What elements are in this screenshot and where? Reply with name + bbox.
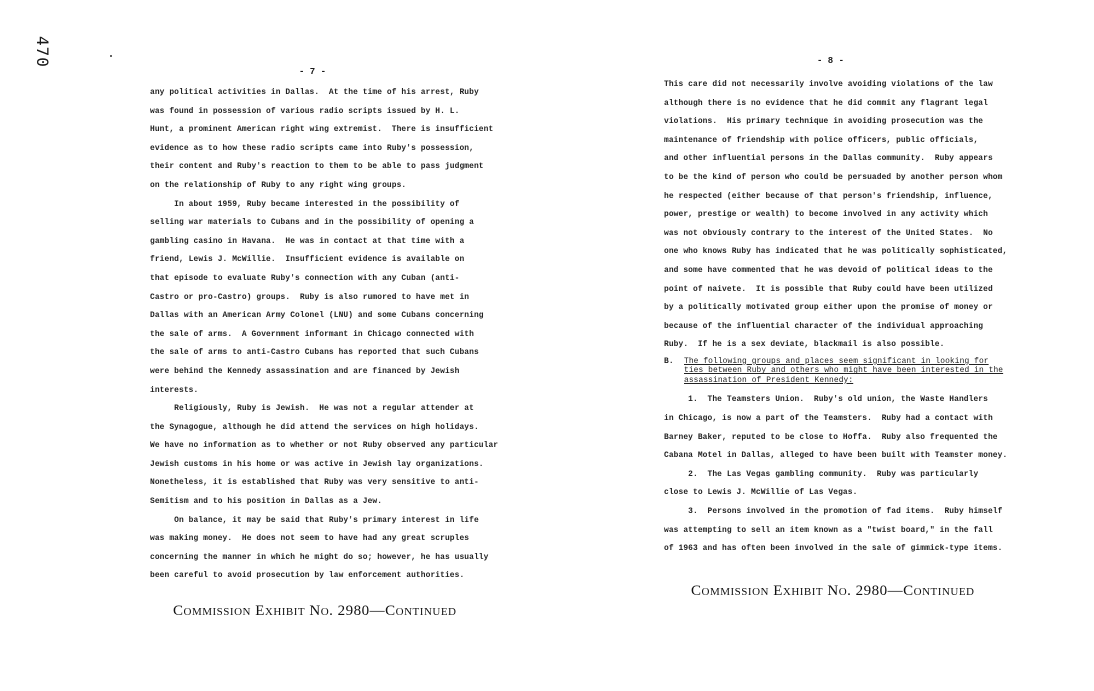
text-line: the sale of arms. A Government informant in Chicago connected with <box>150 329 474 339</box>
text-line: Cabana Motel in Dallas, alleged to have been built with Teamster money. <box>664 451 1008 461</box>
text-line: gambling casino in Havana. He was in contact at that time with a <box>150 236 465 246</box>
text-line: that episode to evaluate Ruby's connection with any Cuban (anti- <box>150 273 460 283</box>
side-page-number: 470 <box>33 36 52 68</box>
text-line: was attempting to sell an item known as a "twist board," in the fall <box>664 525 993 535</box>
text-line: was found in possession of various radio scripts issued by H. L. <box>150 106 460 116</box>
text-line: he respected (either because of that person's friendship, influence, <box>664 191 993 201</box>
right-page-list <box>664 391 1008 558</box>
section-b-heading-line: The following groups and places seem significant in looking for <box>684 356 989 366</box>
text-line: on the relationship of Ruby to any right wing groups. <box>150 180 407 190</box>
text-line: selling war materials to Cubans and in the possibility of opening a <box>150 218 474 228</box>
left-page-marker: - 7 - <box>299 67 327 77</box>
section-b-heading-line: ties between Ruby and others who might have been interested in the <box>684 366 1004 376</box>
text-line: Ruby. If he is a sex deviate, blackmail is also possible. <box>664 340 945 350</box>
section-b-label: B. <box>664 356 674 366</box>
text-line: 3. Persons involved in the promotion of fad items. Ruby himself <box>664 506 1003 516</box>
text-line: by a politically motivated group either upon the promise of money or <box>664 303 993 313</box>
scan-speck <box>110 55 112 57</box>
text-line: Castro or pro-Castro) groups. Ruby is also rumored to have met in <box>150 292 470 302</box>
text-line: the sale of arms to anti-Castro Cubans has reported that such Cubans <box>150 348 479 358</box>
text-line: 1. The Teamsters Union. Ruby's old union, the Waste Handlers <box>664 395 988 405</box>
right-caption: Commission Exhibit No. 2980—Continued <box>691 583 975 599</box>
text-line: power, prestige or wealth) to become involved in any activity which <box>664 210 988 220</box>
left-page-body <box>150 84 499 586</box>
text-line: of 1963 and has often been involved in the sale of gimmick-type items. <box>664 544 1003 554</box>
section-b-heading-line: assassination of President Kennedy: <box>684 375 854 385</box>
text-line: Jewish customs in his home or was active in Jewish lay organizations. <box>150 459 484 469</box>
text-line: violations. His primary technique in avoiding prosecution was the <box>664 117 984 127</box>
text-line: 2. The Las Vegas gambling community. Ruby was particularly <box>664 469 979 479</box>
text-line: On balance, it may be said that Ruby's primary interest in life <box>150 515 479 525</box>
text-line: concerning the manner in which he might do so; however, he has usually <box>150 552 489 562</box>
right-page-marker: - 8 - <box>817 56 845 66</box>
text-line: In about 1959, Ruby became interested in the possibility of <box>150 199 460 209</box>
text-line: evidence as to how these radio scripts came into Ruby's possession, <box>150 143 474 153</box>
text-line: close to Lewis J. McWillie of Las Vegas. <box>664 488 858 498</box>
text-line: and other influential persons in the Dallas community. Ruby appears <box>664 154 993 164</box>
text-line: Barney Baker, reputed to be close to Hoffa. Ruby also frequented the <box>664 432 998 442</box>
text-line: was making money. He does not seem to have had any great scruples <box>150 534 470 544</box>
section-b-heading-text <box>684 357 1003 386</box>
text-line: This care did not necessarily involve avoiding violations of the law <box>664 80 993 89</box>
text-line: maintenance of friendship with police officers, public officials, <box>664 135 979 145</box>
text-line: because of the influential character of the individual approaching <box>664 321 984 331</box>
text-line: and some have commented that he was devoid of political ideas to the <box>664 265 993 275</box>
text-line: friend, Lewis J. McWillie. Insufficient evidence is available on <box>150 255 465 265</box>
text-line: although there is no evidence that he did commit any flagrant legal <box>664 98 988 108</box>
text-line: any political activities in Dallas. At the time of his arrest, Ruby <box>150 88 479 97</box>
text-line: been careful to avoid prosecution by law enforcement authorities. <box>150 571 465 581</box>
text-line: Dallas with an American Army Colonel (LNU) and some Cubans concerning <box>150 311 484 321</box>
text-line: Religiously, Ruby is Jewish. He was not a regular attender at <box>150 404 474 414</box>
left-caption: Commission Exhibit No. 2980—Continued <box>173 603 457 619</box>
section-b-heading <box>664 355 1004 392</box>
text-line: one who knows Ruby has indicated that he was politically sophisticated, <box>664 247 1008 257</box>
text-line: Hunt, a prominent American right wing extremist. There is insufficient <box>150 125 494 135</box>
text-line: were behind the Kennedy assassination and are financed by Jewish <box>150 366 460 376</box>
text-line: to be the kind of person who could be persuaded by another person whom <box>664 172 1003 182</box>
text-line: interests. <box>150 385 199 395</box>
text-line: Nonetheless, it is established that Ruby was very sensitive to anti- <box>150 478 479 488</box>
text-line: their content and Ruby's reaction to them to be able to pass judgment <box>150 162 484 172</box>
text-line: Semitism and to his position in Dallas as a Jew. <box>150 497 383 507</box>
text-line: We have no information as to whether or not Ruby observed any particular <box>150 441 499 451</box>
text-line: in Chicago, is now a part of the Teamsters. Ruby had a contact with <box>664 414 993 423</box>
right-page-body <box>664 76 1008 559</box>
right-page-paragraphs <box>664 76 1008 355</box>
text-line: the Synagogue, although he did attend the services on high holidays. <box>150 422 479 432</box>
text-line: was not obviously contrary to the interest of the United States. No <box>664 228 993 238</box>
text-line: point of naivete. It is possible that Ruby could have been utilized <box>664 284 993 294</box>
